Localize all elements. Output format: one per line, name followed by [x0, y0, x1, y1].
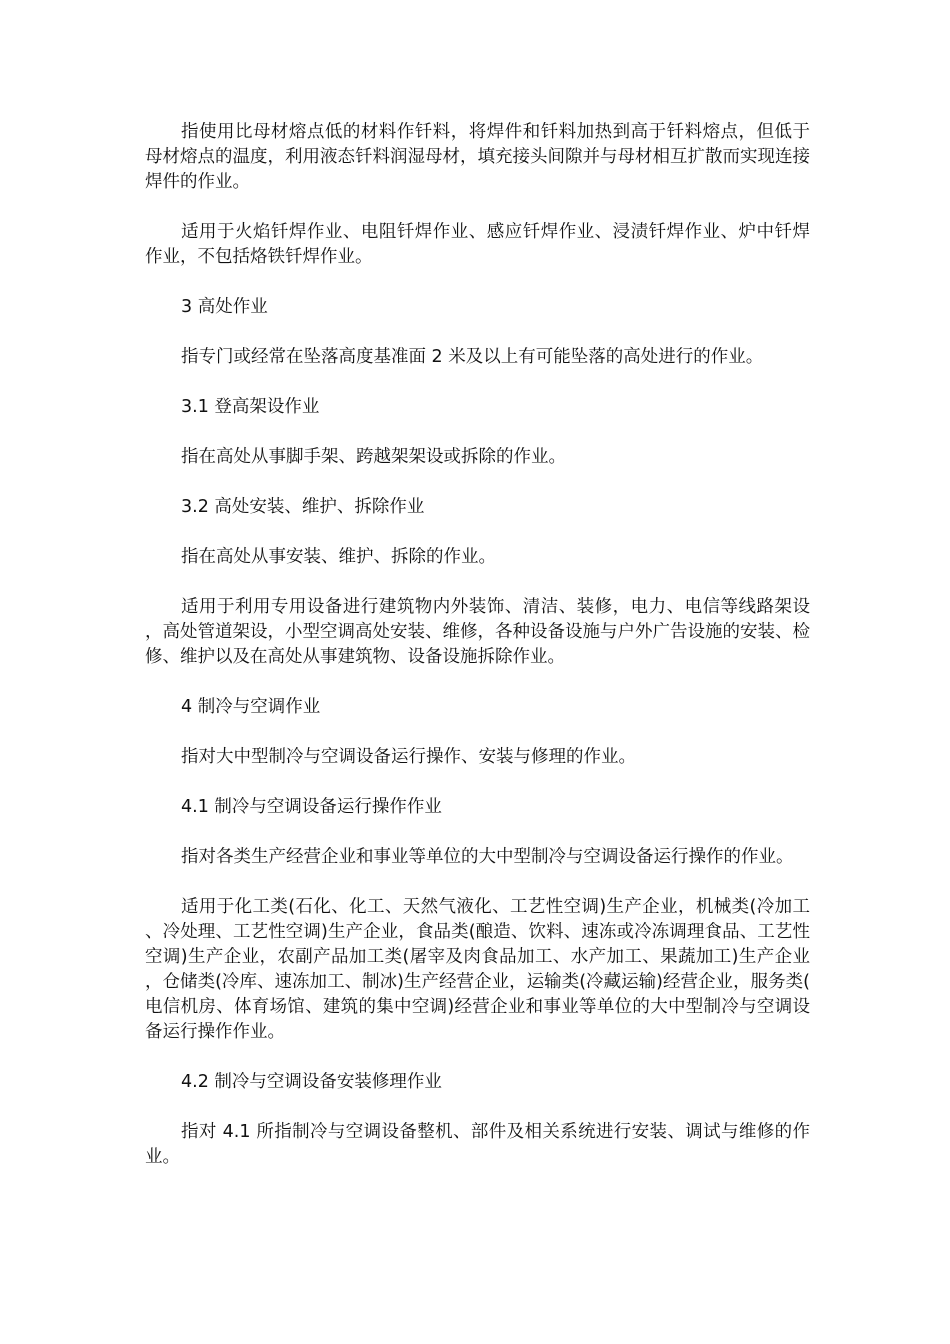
document-body	[145, 120, 810, 1195]
paragraph-installation-scope: 适用于利用专用设备进行建筑物内外装饰、清洁、装修，电力、电信等线路架设，高处管道架设，小型空调高处安装、维修，各种设备设施与户外广告设施的安装、检修、维护以及在高处从事建筑物、设备设施拆除作业。	[145, 597, 810, 667]
paragraph-refrigeration-installation-definition: 指对 4.1 所指制冷与空调设备整机、部件及相关系统进行安装、调试与维修的作业。	[145, 1122, 810, 1167]
paragraph-scaffolding-definition: 指在高处从事脚手架、跨越架架设或拆除的作业。	[181, 447, 566, 467]
heading-refrigeration-installation: 4.2 制冷与空调设备安装修理作业	[181, 1072, 442, 1092]
paragraph-installation-definition: 指在高处从事安装、维护、拆除的作业。	[181, 547, 496, 567]
paragraph-refrigeration-definition: 指对大中型制冷与空调设备运行操作、安装与修理的作业。	[181, 747, 636, 767]
paragraph-refrigeration-operation-definition: 指对各类生产经营企业和事业等单位的大中型制冷与空调设备运行操作的作业。	[181, 847, 794, 867]
heading-scaffolding-work: 3.1 登高架设作业	[181, 397, 320, 417]
heading-installation-maintenance-work: 3.2 高处安装、维护、拆除作业	[181, 497, 425, 517]
heading-refrigeration-work: 4 制冷与空调作业	[181, 697, 321, 717]
heading-high-altitude-work: 3 高处作业	[181, 297, 268, 317]
paragraph-brazing-scope: 适用于火焰钎焊作业、电阻钎焊作业、感应钎焊作业、浸渍钎焊作业、炉中钎焊作业，不包括烙铁钎焊作业。	[145, 222, 810, 267]
paragraph-high-altitude-definition: 指专门或经常在坠落高度基准面 2 米及以上有可能坠落的高处进行的作业。	[181, 347, 764, 367]
heading-refrigeration-operation: 4.1 制冷与空调设备运行操作作业	[181, 797, 442, 817]
paragraph-brazing-definition: 指使用比母材熔点低的材料作钎料，将焊件和钎料加热到高于钎料熔点，但低于母材熔点的温度，利用液态钎料润湿母材，填充接头间隙并与母材相互扩散而实现连接焊件的作业。	[145, 122, 810, 192]
paragraph-refrigeration-operation-scope: 适用于化工类(石化、化工、天然气液化、工艺性空调)生产企业，机械类(冷加工、冷处理、工艺性空调)生产企业，食品类(酿造、饮料、速冻或冷冻调理食品、工艺性空调)生产企业，农副产品加工类(屠宰及肉食品加工、水产加工、果蔬加工)生产企业，仓储类(冷库、速冻加工、制冰)生产经营企业，运输类(冷藏运输)经营企业，服务类(电信机房、体育场馆、建筑的集中空调)经营企业和事业等单位的大中型制冷与空调设备运行操作作业。	[145, 897, 810, 1042]
